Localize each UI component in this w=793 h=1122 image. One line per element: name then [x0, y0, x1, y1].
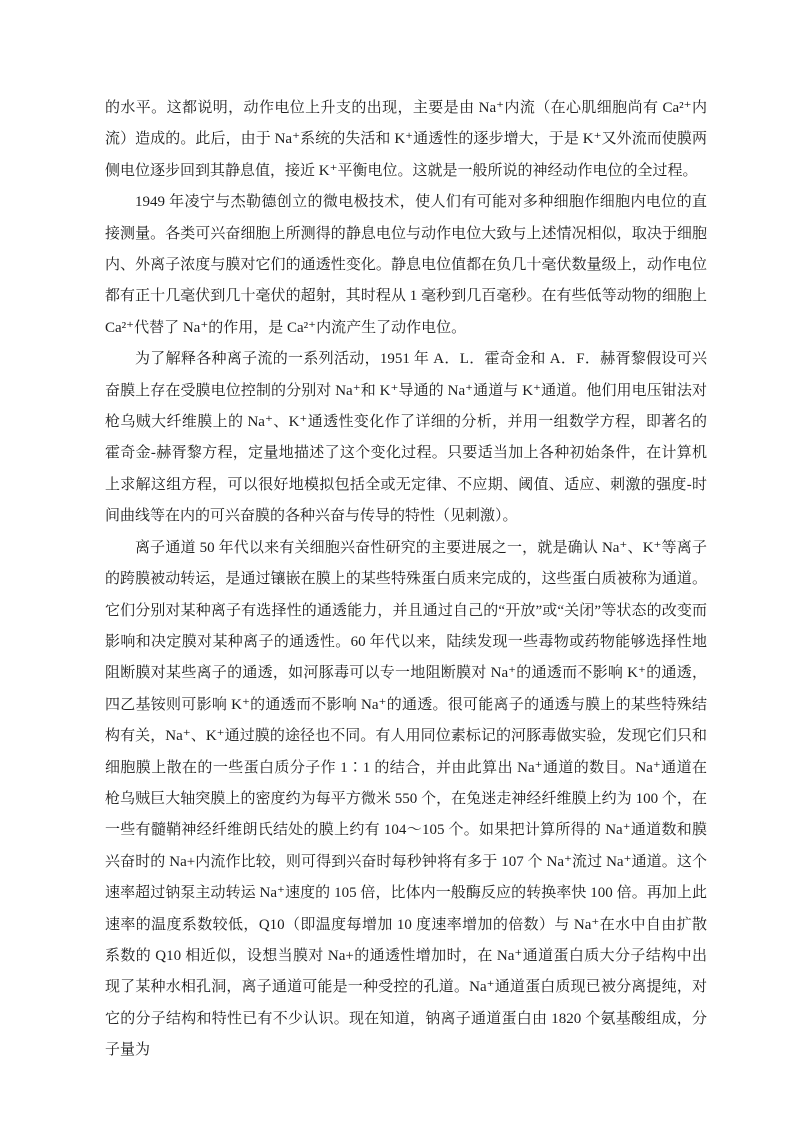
document-body [105, 93, 707, 1067]
paragraph-continuation: 的水平。这都说明，动作电位上升支的出现，主要是由 Na⁺内流（在心肌细胞尚有 Ca²⁺内流）造成的。此后，由于 Na⁺系统的失活和 K⁺通透性的逐步增大，于是 K⁺又外流而使膜两侧电位逐步回到其静息值，接近 K⁺平衡电位。这就是一般所说的神经动作电位的全过程。 [105, 100, 707, 179]
paragraph-ion-channels: 离子通道 50 年代以来有关细胞兴奋性研究的主要进展之一，就是确认 Na⁺、K⁺等离子的跨膜被动转运，是通过镶嵌在膜上的某些特殊蛋白质来完成的，这些蛋白质被称为通道。它们分别对某种离子有选择性的通透能力，并且通过自己的“开放”或“关闭”等状态的改变而影响和决定膜对某种离子的通透性。60 年代以来，陆续发现一些毒物或药物能够选择性地阻断膜对某些离子的通透，如河豚毒可以专一地阻断膜对 Na⁺的通透而不影响 K⁺的通透，四乙基铵则可影响 K⁺的通透而不影响 Na⁺的通透。很可能离子的通透与膜上的某些特殊结构有关，Na⁺、K⁺通过膜的途径也不同。有人用同位素标记的河豚毒做实验，发现它们只和细胞膜上散在的一些蛋白质分子作 1∶1 的结合，并由此算出 Na⁺通道的数目。Na⁺通道在枪乌贼巨大轴突膜上的密度约为每平方微米 550 个，在兔迷走神经纤维膜上约为 100 个，在一些有髓鞘神经纤维朗氏结处的膜上约有 104～105 个。如果把计算所得的 Na⁺通道数和膜兴奋时的 Na+内流作比较，则可得到兴奋时每秒钟将有多于 107 个 Na⁺流过 Na⁺通道。这个速率超过钠泵主动转运 Na⁺速度的 105 倍，比体内一般酶反应的转换率快 100 倍。再加上此速率的温度系数较低，Q10（即温度每增加 10 度速率增加的倍数）与 Na⁺在水中自由扩散系数的 Q10 相近似，设想当膜对 Na+的通透性增加时，在 Na⁺通道蛋白质大分子结构中出现了某种水相孔洞，离子通道可能是一种受控的孔道。Na⁺通道蛋白质现已被分离提纯，对它的分子结构和特性已有不少认识。现在知道，钠离子通道蛋白由 1820 个氨基酸组成，分子量为 [105, 539, 707, 1059]
paragraph-hodgkin-huxley: 为了解释各种离子流的一系列活动，1951 年 A．L．霍奇金和 A．F．赫胥黎假设可兴奋膜上存在受膜电位控制的分别对 Na⁺和 K⁺导通的 Na⁺通道与 K⁺通道。他们用电压钳法对枪乌贼大纤维膜上的 Na⁺、K⁺通透性变化作了详细的分析，并用一组数学方程，即著名的霍奇金-赫胥黎方程，定量地描述了这个变化过程。只要适当加上各种初始条件，在计算机上求解这组方程，可以很好地模拟包括全或无定律、不应期、阈值、适应、刺激的强度-时间曲线等在内的可兴奋膜的各种兴奋与传导的特性（见刺激）。 [105, 351, 707, 525]
paragraph-microelectrode: 1949 年凌宁与杰勒德创立的微电极技术，使人们有可能对多种细胞作细胞内电位的直接测量。各类可兴奋细胞上所测得的静息电位与动作电位大致与上述情况相似，取决于细胞内、外离子浓度与膜对它们的通透性变化。静息电位值都在负几十毫伏数量级上，动作电位都有正十几毫伏到几十毫伏的超射，其时程从 1 毫秒到几百毫秒。在有些低等动物的细胞上 Ca²⁺代替了 Na⁺的作用，是 Ca²⁺内流产生了动作电位。 [105, 194, 707, 336]
